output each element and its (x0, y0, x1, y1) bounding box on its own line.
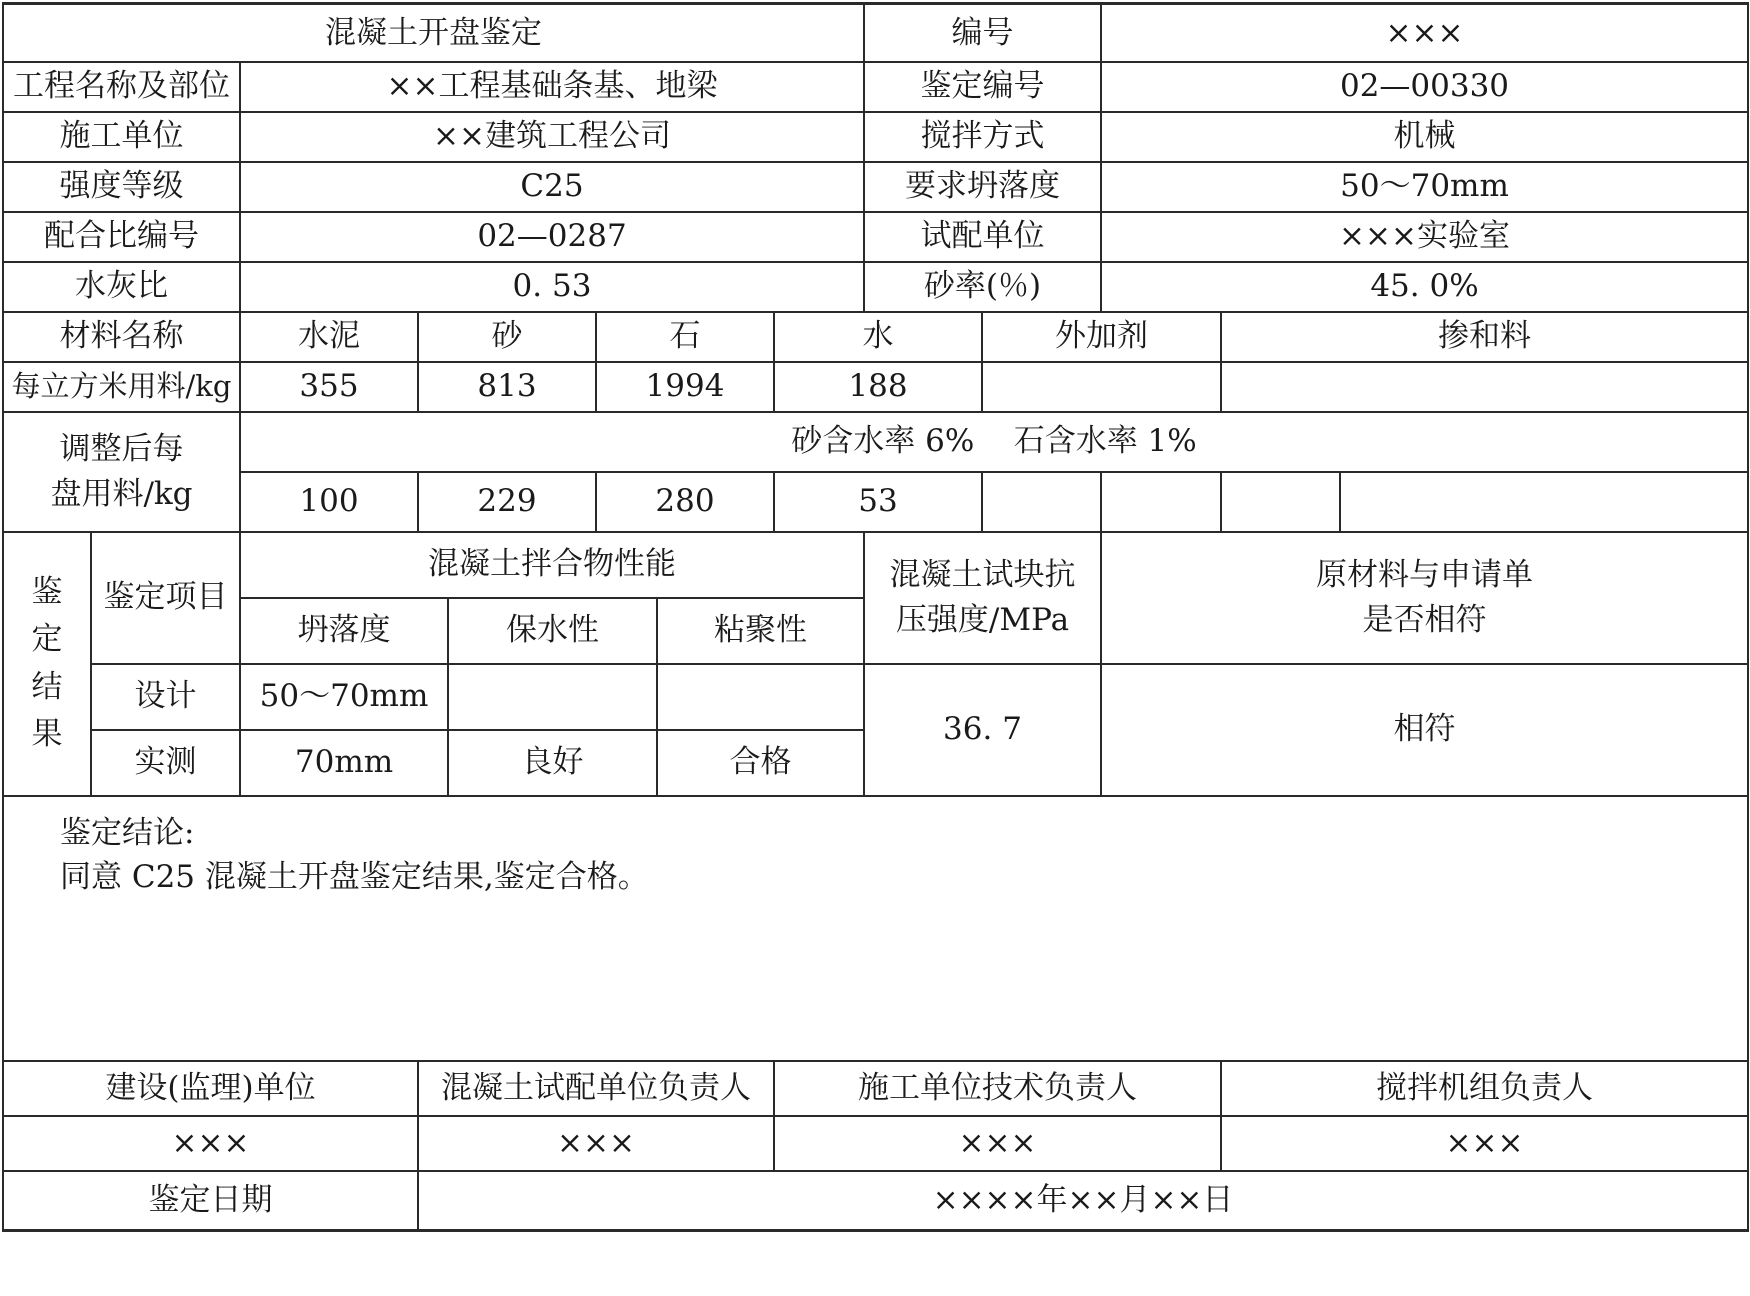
cohesion-label: 粘聚性 (657, 598, 864, 664)
match-label-line2: 是否相符 (1362, 601, 1487, 638)
mix-performance-label: 混凝土拌合物性能 (240, 532, 864, 598)
material-admixture: 外加剂 (982, 312, 1221, 362)
name-mixer-crew: ××× (1221, 1116, 1748, 1171)
design-label: 设计 (91, 664, 240, 730)
per-m3-stone: 1994 (596, 362, 774, 412)
contractor-label: 施工单位 (3, 112, 240, 162)
measured-water-retention: 良好 (448, 730, 657, 796)
slump-label: 坍落度 (240, 598, 448, 664)
strength-label-line1: 混凝土试块抗 (889, 556, 1076, 593)
water-retention-label: 保水性 (448, 598, 657, 664)
trial-unit-label: 试配单位 (864, 212, 1101, 262)
role-trial-mix: 混凝土试配单位负责人 (418, 1061, 774, 1116)
conclusion-text: 同意 C25 混凝土开盘鉴定结果,鉴定合格。 (60, 858, 649, 895)
adjusted-cement: 100 (240, 472, 418, 532)
trial-unit-value: ×××实验室 (1101, 212, 1748, 262)
design-water-retention (448, 664, 657, 730)
material-cement: 水泥 (240, 312, 418, 362)
per-m3-label: 每立方米用料/kg (3, 362, 240, 412)
concrete-mix-appraisal-form (2, 2, 1747, 1292)
wc-ratio-label: 水灰比 (3, 262, 240, 312)
name-contractor-tech: ××× (774, 1116, 1221, 1171)
moisture-note: 砂含水率 6% 石含水率 1% (240, 412, 1748, 472)
appraisal-no-value: 02—00330 (1101, 62, 1748, 112)
results-char-1: 鉴 (31, 574, 63, 611)
strength-label-line2: 压强度/MPa (895, 601, 1070, 638)
wc-ratio-value: 0. 53 (240, 262, 864, 312)
per-m3-addition (1221, 362, 1748, 412)
strength-label (864, 532, 1101, 664)
appraisal-table (2, 2, 1749, 1232)
measured-slump: 70mm (240, 730, 448, 796)
mix-no-label: 配合比编号 (3, 212, 240, 262)
results-char-3: 结 (31, 668, 63, 705)
adjusted-label-line1: 调整后每 (59, 430, 184, 467)
mixing-label: 搅拌方式 (864, 112, 1101, 162)
match-label (1101, 532, 1748, 664)
results-section-label (3, 532, 91, 796)
adjusted-admixture-b (1101, 472, 1221, 532)
match-value: 相符 (1101, 664, 1748, 796)
contractor-value: ××建筑工程公司 (240, 112, 864, 162)
sand-ratio-label: 砂率(％) (864, 262, 1101, 312)
name-owner: ××× (3, 1116, 418, 1171)
slump-req-value: 50～70mm (1101, 162, 1748, 212)
per-m3-admixture (982, 362, 1221, 412)
sand-ratio-value: 45. 0% (1101, 262, 1748, 312)
role-owner: 建设(监理)单位 (3, 1061, 418, 1116)
adjusted-addition-a (1221, 472, 1340, 532)
material-sand: 砂 (418, 312, 596, 362)
adjusted-water: 53 (774, 472, 982, 532)
name-trial-mix: ××× (418, 1116, 774, 1171)
material-addition: 掺和料 (1221, 312, 1748, 362)
adjusted-addition-b (1340, 472, 1748, 532)
appraisal-no-label: 鉴定编号 (864, 62, 1101, 112)
per-m3-sand: 813 (418, 362, 596, 412)
date-value: ××××年××月××日 (418, 1171, 1748, 1231)
conclusion-label: 鉴定结论: (60, 814, 195, 851)
role-contractor-tech: 施工单位技术负责人 (774, 1061, 1221, 1116)
material-name-label: 材料名称 (3, 312, 240, 362)
conclusion-block (3, 796, 1748, 1061)
strength-value: 36. 7 (864, 664, 1101, 796)
number-value: ××× (1101, 4, 1748, 62)
form-title: 混凝土开盘鉴定 (3, 4, 864, 62)
per-m3-cement: 355 (240, 362, 418, 412)
mixing-value: 机械 (1101, 112, 1748, 162)
material-water: 水 (774, 312, 982, 362)
adjusted-label-line2: 盘用料/kg (50, 475, 193, 512)
adjusted-label (3, 412, 240, 532)
measured-label: 实测 (91, 730, 240, 796)
role-mixer-crew: 搅拌机组负责人 (1221, 1061, 1748, 1116)
design-cohesion (657, 664, 864, 730)
number-label: 编号 (864, 4, 1101, 62)
grade-label: 强度等级 (3, 162, 240, 212)
measured-cohesion: 合格 (657, 730, 864, 796)
match-label-line1: 原材料与申请单 (1316, 556, 1533, 593)
material-stone: 石 (596, 312, 774, 362)
mix-no-value: 02—0287 (240, 212, 864, 262)
adjusted-admixture-a (982, 472, 1101, 532)
project-label: 工程名称及部位 (3, 62, 240, 112)
per-m3-water: 188 (774, 362, 982, 412)
project-value: ××工程基础条基、地梁 (240, 62, 864, 112)
results-char-2: 定 (31, 621, 63, 658)
design-slump: 50～70mm (240, 664, 448, 730)
item-label: 鉴定项目 (91, 532, 240, 664)
date-label: 鉴定日期 (3, 1171, 418, 1231)
adjusted-stone: 280 (596, 472, 774, 532)
grade-value: C25 (240, 162, 864, 212)
results-char-4: 果 (31, 715, 63, 752)
adjusted-sand: 229 (418, 472, 596, 532)
slump-req-label: 要求坍落度 (864, 162, 1101, 212)
